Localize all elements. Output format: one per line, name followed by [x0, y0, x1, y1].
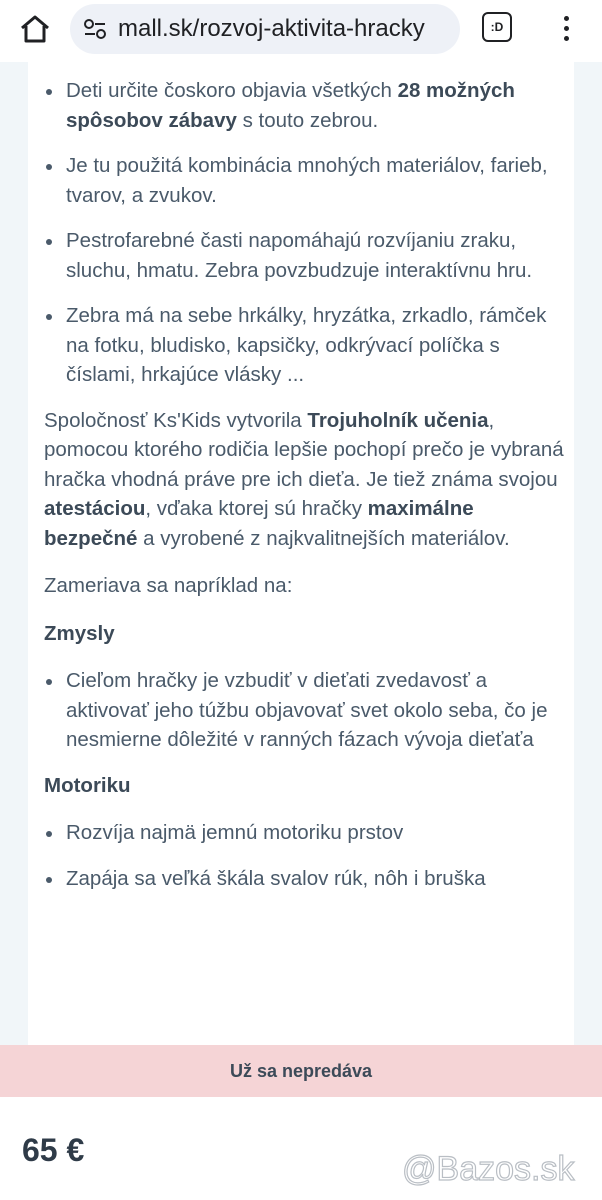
company-paragraph: [44, 406, 564, 554]
feature-list: [44, 76, 564, 390]
home-icon[interactable]: [14, 10, 56, 48]
paragraph-text: Spoločnosť Ks'Kids vytvorila: [44, 408, 308, 432]
list-item: Cieľom hračky je vzbudiť v dieťati zvedavosť a aktivovať jeho túžbu objavovať svet okolo seba, čo je nesmierne dôležité v ranných fázach vývoja dieťaťa: [44, 666, 564, 755]
address-bar[interactable]: [70, 4, 460, 54]
more-menu-icon[interactable]: [555, 10, 577, 46]
status-banner: Už sa nepredáva: [0, 1045, 602, 1097]
senses-list: [44, 666, 564, 755]
paragraph-bold: Trojuholník učenia: [307, 408, 489, 432]
browser-toolbar: [0, 0, 602, 62]
menu-dot: [564, 36, 569, 41]
list-item: Je tu použitá kombinácia mnohých materiálov, farieb, tvarov, a zvukov.: [44, 151, 564, 210]
list-item-bold: 28 možných spôsobov zábavy: [66, 79, 515, 132]
list-item: Pestrofarebné časti napomáhajú rozvíjaniu zraku, sluchu, hmatu. Zebra povzbudzuje interaktívnu hru.: [44, 226, 564, 285]
description-content: [44, 76, 564, 909]
bazos-watermark: @Bazos.sk: [402, 1150, 575, 1188]
menu-dot: [564, 16, 569, 21]
list-item-text: Deti určite čoskoro objavia všetkých: [66, 79, 398, 102]
paragraph-text: , pomocou ktorého rodičia lepšie pochopí prečo je vybraná hračka vhodná práve pre ich dieťa. Je tiež známa svojou: [44, 408, 564, 491]
product-description-card: [28, 62, 574, 1047]
list-item-text: s touto zebrou.: [236, 108, 379, 132]
section-heading-senses: Zmysly: [44, 621, 115, 645]
paragraph-text: , vďaka ktorej sú hračky: [145, 497, 368, 520]
paragraph-bold: atestáciou: [44, 497, 146, 520]
price-label: 65 €: [22, 1132, 85, 1168]
url-text: mall.sk/rozvoj-aktivita-hracky: [118, 15, 425, 42]
motor-list: [44, 818, 564, 893]
list-item: [44, 76, 564, 135]
paragraph-bold: maximálne bezpečné: [44, 497, 474, 550]
paragraph-text: a vyrobené z najkvalitnejších materiálov.: [137, 526, 510, 550]
section-heading-motor: Motoriku: [44, 773, 131, 797]
tab-switcher-button[interactable]: :D: [482, 12, 512, 42]
list-item: Zebra má na sebe hrkálky, hryzátka, zrkadlo, rámček na fotku, bludisko, kapsičky, odkrývací políčka s číslami, hrkajúce vlásky ...: [44, 301, 564, 390]
menu-dot: [564, 26, 569, 31]
list-item: Zapája sa veľká škála svalov rúk, nôh i bruška: [44, 864, 564, 894]
list-item: Rozvíja najmä jemnú motoriku prstov: [44, 818, 564, 848]
intro-text: Zameriava sa napríklad na:: [44, 574, 293, 597]
site-settings-icon[interactable]: [82, 16, 108, 42]
